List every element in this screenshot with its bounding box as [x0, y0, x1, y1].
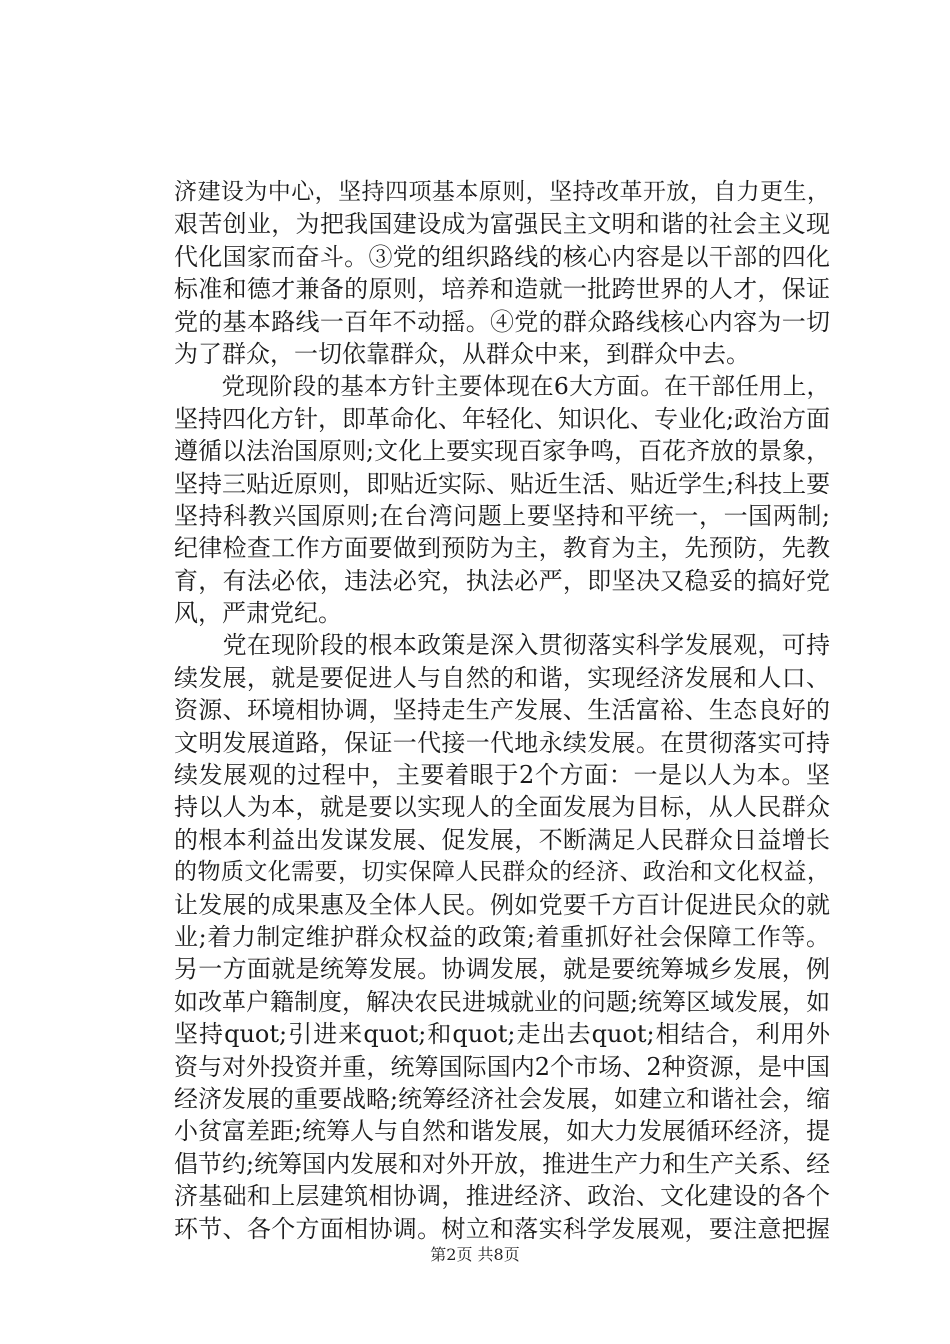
- text-line: 让发展的成果惠及全体人民。例如党要千方百计促进民众的就: [174, 890, 830, 919]
- text-line: 艰苦创业，为把我国建设成为富强民主文明和谐的社会主义现: [174, 210, 830, 239]
- text-line: 续发展观的过程中，主要着眼于2个方面：一是以人为本。坚: [174, 761, 830, 790]
- text-line: 济基础和上层建筑相协调，推进经济、政治、文化建设的各个: [174, 1182, 830, 1211]
- text-line: 党的基本路线一百年不动摇。④党的群众路线核心内容为一切: [174, 307, 830, 336]
- page-footer: 第2页 共8页: [430, 1245, 520, 1264]
- text-line: 坚持quot;引进来quot;和quot;走出去quot;相结合，利用外: [174, 1020, 830, 1049]
- text-line: 遵循以法治国原则;文化上要实现百家争鸣，百花齐放的景象，: [174, 437, 831, 466]
- text-line: 党现阶段的基本方针主要体现在6大方面。在干部任用上，: [174, 372, 830, 401]
- text-line: 如改革户籍制度，解决农民进城就业的问题;统筹区域发展，如: [174, 987, 831, 1016]
- text-line: 环节、各个方面相协调。树立和落实科学发展观，要注意把握: [174, 1214, 830, 1243]
- text-line: 为了群众，一切依靠群众，从群众中来，到群众中去。: [174, 339, 750, 368]
- text-line: 风，严肃党纪。: [174, 599, 342, 628]
- text-line: 经济发展的重要战略;统筹经济社会发展，如建立和谐社会，缩: [174, 1084, 831, 1113]
- text-line: 小贫富差距;统筹人与自然和谐发展，如大力发展循环经济，提: [174, 1117, 831, 1146]
- text-line: 代化国家而奋斗。③党的组织路线的核心内容是以干部的四化: [174, 242, 830, 271]
- text-line: 的物质文化需要，切实保障人民群众的经济、政治和文化权益，: [174, 859, 830, 886]
- text-line: 坚持四化方针，即革命化、年轻化、知识化、专业化;政治方面: [174, 404, 831, 433]
- text-line: 济建设为中心，坚持四项基本原则，坚持改革开放，自力更生，: [174, 179, 830, 205]
- text-line: 续发展，就是要促进人与自然的和谐，实现经济发展和人口、: [174, 663, 830, 692]
- text-line: 标准和德才兼备的原则，培养和造就一批跨世界的人才，保证: [174, 275, 830, 304]
- text-line: 纪律检查工作方面要做到预防为主，教育为主，先预防，先教: [174, 534, 830, 563]
- text-line: 业;着力制定维护群众权益的政策;着重抓好社会保障工作等。: [174, 922, 830, 951]
- text-line: 的根本利益出发谋发展、促发展，不断满足人民群众日益增长: [174, 825, 830, 854]
- text-line: 坚持科教兴国原则;在台湾问题上要坚持和平统一，一国两制;: [174, 501, 830, 530]
- text-line: 资与对外投资并重，统筹国际国内2个市场、2种资源，是中国: [174, 1052, 830, 1081]
- text-line: 坚持三贴近原则，即贴近实际、贴近生活、贴近学生;科技上要: [174, 469, 831, 498]
- text-line: 另一方面就是统筹发展。协调发展，就是要统筹城乡发展，例: [174, 955, 830, 984]
- text-line: 资源、环境相协调，坚持走生产发展、生活富裕、生态良好的: [174, 696, 830, 725]
- text-line: 育，有法必依，违法必究，执法必严，即坚决又稳妥的搞好党: [174, 566, 830, 595]
- text-line: 倡节约;统筹国内发展和对外开放，推进生产力和生产关系、经: [174, 1149, 831, 1178]
- text-line: 党在现阶段的根本政策是深入贯彻落实科学发展观，可持: [174, 631, 830, 660]
- text-line: 文明发展道路，保证一代接一代地永续发展。在贯彻落实可持: [174, 728, 830, 757]
- body-text: [174, 176, 830, 1245]
- text-line: 持以人为本，就是要以实现人的全面发展为目标，从人民群众: [174, 793, 830, 822]
